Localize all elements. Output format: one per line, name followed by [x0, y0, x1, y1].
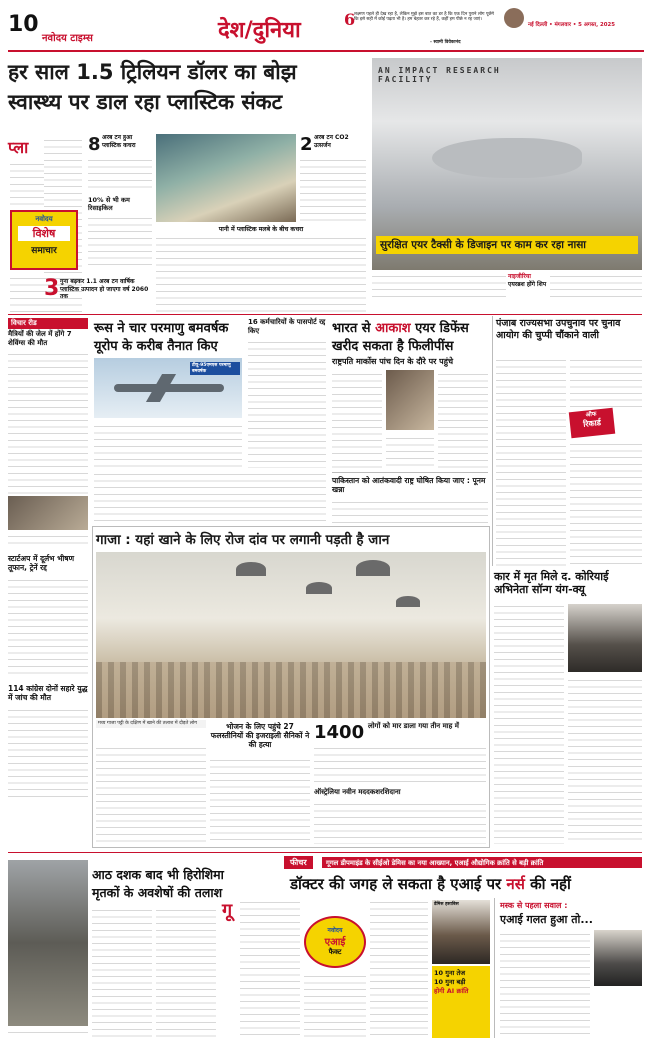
- stat-1-body: [88, 156, 152, 192]
- akash-body-3: [438, 370, 488, 470]
- hiroshima-photo: [8, 860, 88, 1026]
- bodies-body: [8, 706, 88, 800]
- ai-badge-3: फैक्ट: [328, 948, 342, 956]
- pakistan-headline-text: पाकिस्तान को आतंकवादी राष्ट्र घोषित किया जाए : पूनम खन्ना: [332, 476, 486, 494]
- gaza-body-3: [314, 800, 486, 844]
- parachute-4: [396, 596, 420, 607]
- special-badge: [10, 210, 78, 270]
- chitrak-caption: [8, 532, 88, 546]
- korea-body-1: [494, 602, 564, 844]
- ai-head-post: की नहीं: [524, 875, 571, 893]
- bodies-headline: 114 कांग्रेस दोनों सहारे युद्ध में जांच की मौत: [8, 684, 88, 702]
- satellites-body: [248, 338, 326, 468]
- stat-1-number: 8: [88, 134, 101, 155]
- page-number: 10: [8, 12, 39, 37]
- nasa-caption: [372, 272, 506, 302]
- hiroshima-body-2: [156, 906, 216, 1038]
- author-photo: [504, 8, 524, 28]
- lead-kicker: प्ला: [8, 138, 29, 157]
- ai-head-hl: नर्स: [506, 875, 525, 893]
- satellites-headline: 16 कर्मचारियों के पासपोर्ट रद्द किए: [248, 318, 326, 335]
- plastic-waste-photo: [156, 134, 296, 222]
- musk-q-tag: मस्क से पहला सवाल :: [500, 901, 568, 910]
- badge-line-3: समाचार: [31, 246, 57, 256]
- ai-kicker: गूगल डीपमाइंड के सीईओ डेमिस का नया आख्यान, एआई औद्योगिक क्रांति से बड़ी क्रांति: [322, 857, 642, 868]
- bomber-badge: टीयू-95एमएस परमाणु बमवर्षक: [190, 362, 240, 375]
- gaza-number-text: लोगों को मार डाला गया तीन माह में: [368, 722, 459, 730]
- lead-body-lower: [156, 234, 366, 312]
- stat-4-title: गुना बढ़कर 1.1 अरब टन वार्षिक प्लास्टिक उत्पादन हो जाएगा वर्ष 2060 तक: [60, 278, 149, 300]
- ai-body-1: [240, 898, 300, 1038]
- stat-3-body: [88, 214, 152, 270]
- gaza-caption: मध्य गाजा पट्टी के दक्षिण में खाने की तलाश में दौड़ते लोग: [96, 720, 206, 728]
- hiroshima-headline-1: आठ दशक बाद भी हिरोशिमा: [92, 867, 224, 882]
- nasa-sidebar: [508, 272, 548, 288]
- akash-head-hl: आकाश: [375, 321, 411, 336]
- startups-headline: स्टार्टअप में दूर्लभ भीषण तूफान, ट्रेनें रद्द: [8, 554, 75, 572]
- aircraft-shape: [432, 138, 582, 178]
- plastic-photo-caption: पानी में प्लास्टिक मलबे के बीच कचरा: [218, 226, 304, 233]
- divider-2: [8, 852, 642, 853]
- musk-body: [500, 930, 590, 1038]
- akash-headline-2: खरीद सकता है फिलीपींस: [332, 339, 454, 354]
- nasa-photo: [372, 58, 642, 270]
- gaza-sub2: ऑस्ट्रेलिया नवीन मददकशरशिदाना: [314, 788, 401, 796]
- parachute-2: [306, 582, 332, 594]
- punjab-body-1: [496, 356, 566, 566]
- crowd: [96, 662, 486, 718]
- quote-text: लक्ष्मण पहले ही देख रहा है, लेकिन मुझे इस बात का डर है कि एक दिन पुराने लोग पूछेंगे कि इसे सही में कोई पढ़ता भी है। हम बेहतर कर रहे हैं, कहीं हम पीछे न रह जाएं।: [354, 12, 494, 23]
- gaza-sub1: भोजन के लिए पहुंचे 27 फलस्तीनियों की इजराइली सैनिकों ने की हत्या: [210, 722, 310, 749]
- gaza-body-1: [210, 756, 310, 844]
- lead-body-col1b: [10, 160, 44, 208]
- ai-stat-b: 10 गुना बड़ी: [434, 978, 466, 986]
- ai-body-3: [370, 898, 428, 1038]
- bomber-photo: [94, 358, 242, 418]
- section-title: देश/दुनिया: [218, 18, 301, 43]
- hiroshima-caption: [8, 1028, 88, 1038]
- stat-2-number: 2: [300, 134, 313, 155]
- pakistan-body: [332, 498, 488, 524]
- gaza-headline: गाजा : यहां खाने के लिए रोज दांव पर लगानी पड़ती है जान: [96, 532, 390, 548]
- punjab-body-3: [570, 440, 642, 566]
- gaza-number: 1400: [314, 722, 365, 743]
- gaza-photo: [96, 552, 486, 718]
- gaza-body-0: [96, 744, 206, 844]
- hiroshima-body-1: [92, 906, 152, 1038]
- stat-4: [44, 276, 152, 310]
- gaza-body-2: [314, 744, 486, 784]
- akash-body-1: [332, 370, 382, 470]
- chitrak-tag: विचार रीड: [8, 318, 88, 329]
- nasa-sidebar-body: [550, 272, 642, 302]
- stat-2-body: [300, 156, 366, 222]
- lead-headline-2: स्वास्थ्य पर डाल रहा प्लास्टिक संकट: [8, 90, 283, 114]
- ai-stat-c: होगी AI क्रांति: [434, 987, 469, 995]
- ai-headline: [290, 874, 571, 894]
- nasa-sidebar-sub: एयरब्रश होंगे शिप: [508, 281, 547, 288]
- ai-badge: [304, 916, 366, 968]
- russia-headline-1: रूस ने चार परमाणु बमवर्षक: [94, 321, 229, 336]
- akash-body-2: [386, 434, 434, 470]
- korea-actor-photo: [568, 604, 642, 672]
- badge-line-2: विशेष: [18, 226, 70, 241]
- ai-tag: फीचर: [284, 856, 313, 869]
- demis-photo: [432, 900, 490, 964]
- demis-name: डेमिस हसाबिस: [434, 902, 459, 907]
- musk-q-head: एआई गलत हुआ तो...: [500, 913, 593, 926]
- brand-logo: नवोदय टाइम्स: [42, 33, 93, 44]
- akash-subhead: राष्ट्रपति मार्कोस पांच दिन के दौरे पर पहुंचे: [332, 357, 454, 366]
- quote-box: [344, 10, 494, 48]
- off-record-badge: [569, 408, 615, 438]
- chitrak-photo: [8, 496, 88, 530]
- parachute-1: [236, 562, 266, 576]
- musk-photo: [594, 930, 642, 986]
- ai-body-2: [304, 972, 366, 1038]
- parachute-3: [356, 560, 390, 576]
- russia-body-2: [94, 470, 326, 522]
- punjab-headline: पंजाब राज्यसभा उपचुनाव पर चुनाव आयोग की चुप्पी चौंकाने वाली: [496, 318, 621, 341]
- akash-headline-1: [332, 318, 469, 336]
- off-record-2: रिकार्ड: [582, 418, 602, 429]
- ai-head-pre: डॉक्टर की जगह ले सकता है एआई पर: [290, 875, 507, 893]
- stat-3-title: 10% से भी कम रिसाइकिल: [88, 196, 130, 212]
- off-record-1: ऑफ: [585, 410, 597, 419]
- ai-badge-2: एआई: [324, 937, 346, 948]
- korea-body-2: [568, 676, 642, 844]
- chitrak-headline: मैत्रियों की जेल में होंगे 7 शेविंग्स की मौत: [8, 330, 72, 347]
- hiroshima-headline-2: मृतकों के अवशेषों की तलाश: [92, 885, 223, 900]
- russia-headline-2: यूरोप के करीब तैनात किए: [94, 339, 218, 354]
- ai-dropcap: गू: [222, 900, 233, 921]
- startups-body: [8, 576, 88, 676]
- dateline: नई दिल्ली • मंगलवार • 5 अगस्त, 2025: [528, 22, 616, 28]
- divider-1: [8, 314, 642, 315]
- nasa-facility-sign: AN IMPACT RESEARCH FACILITY: [378, 66, 501, 84]
- nasa-sidebar-title: नाइजीरिया: [508, 273, 531, 280]
- ai-stat-a: 10 गुना तेज: [434, 969, 466, 977]
- stat-3: [88, 196, 152, 270]
- lead-headline-1: हर साल 1.5 ट्रिलियन डॉलर का बोझ: [8, 60, 297, 84]
- masthead: [8, 8, 644, 52]
- nasa-headline: सुरक्षित एयर टैक्सी के डिजाइन पर काम कर रहा नासा: [376, 236, 638, 254]
- ai-stat-box: [432, 966, 490, 1038]
- akash-head-pre: भारत से: [332, 321, 376, 336]
- korea-headline: कार में मृत मिले द. कोरियाई अभिनेता सॉन्ग यंग-क्यू: [494, 570, 609, 596]
- badge-line-1: नवोदय: [35, 215, 53, 223]
- stat-1-title: अरब टन हुआ प्लास्टिक कचरा: [102, 134, 136, 149]
- quote-icon: 6: [344, 10, 356, 29]
- quote-author: - स्वामी विवेकानंद: [430, 40, 461, 45]
- akash-photo: [386, 370, 434, 430]
- punjab-body-2: [570, 356, 642, 408]
- ai-badge-1: नवोदय: [327, 927, 343, 934]
- russia-body: [94, 422, 242, 468]
- akash-head-post: एयर डिफेंस: [410, 321, 469, 336]
- stat-2-title: अरब टन CO2 उत्सर्जन: [314, 134, 349, 149]
- stat-4-number: 3: [44, 276, 60, 301]
